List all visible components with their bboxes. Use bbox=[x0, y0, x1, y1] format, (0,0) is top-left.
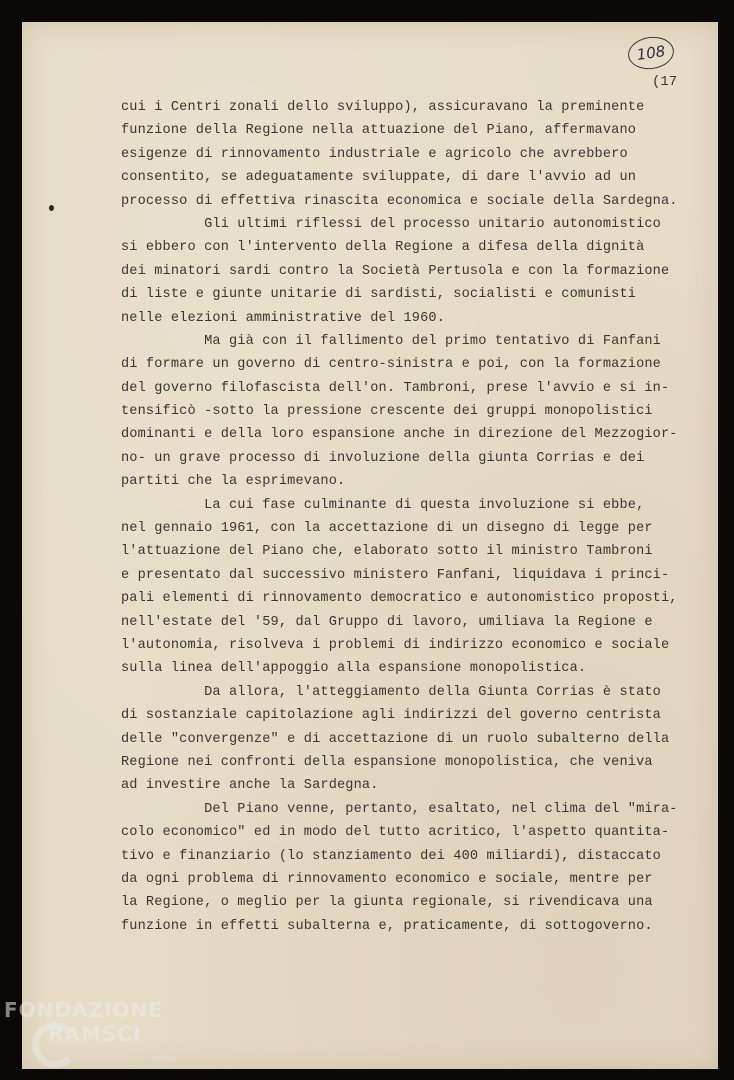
text-line: ad investire anche la Sardegna. bbox=[121, 778, 379, 794]
watermark-line-1: FONDAZIONE bbox=[4, 998, 163, 1022]
text-line: Gli ultimi riflessi del processo unitario autonomistico bbox=[121, 216, 661, 232]
text-line: di sostanziale capitolazione agli indirizzi del governo centrista bbox=[121, 708, 661, 724]
watermark-suffix: onlus bbox=[152, 1054, 177, 1064]
text-line: Ma già con il fallimento del primo tentativo di Fanfani bbox=[121, 333, 661, 349]
text-line: nell'estate del '59, dal Gruppo di lavoro, umiliava la Regione e bbox=[121, 614, 653, 630]
text-line: l'attuazione del Piano che, elaborato sotto il ministro Tambroni bbox=[121, 544, 653, 560]
margin-ink-dot bbox=[49, 205, 54, 211]
text-line: tivo e finanziario (lo stanziamento dei 400 miliardi), distaccato bbox=[121, 848, 661, 864]
text-line: la Regione, o meglio per la giunta regionale, si rivendicava una bbox=[121, 895, 653, 911]
text-line: colo economico" ed in modo del tutto acritico, l'aspetto quantita- bbox=[121, 825, 670, 841]
text-line: del governo filofascista dell'on. Tambroni, prese l'avvio e si in- bbox=[121, 380, 670, 396]
text-line: funzione in effetti subalterna e, praticamente, di sottogoverno. bbox=[121, 918, 653, 934]
text-line: La cui fase culminante di questa involuzione si ebbe, bbox=[121, 497, 645, 513]
text-line: pali elementi di rinnovamento democratico e autonomistico proposti, bbox=[121, 591, 678, 607]
text-line: nelle elezioni amministrative del 1960. bbox=[121, 310, 445, 326]
text-line: consentito, se adeguatamente sviluppate, di dare l'avvio ad un bbox=[121, 170, 637, 186]
text-line: Del Piano venne, pertanto, esaltato, nel clima del "mira- bbox=[121, 801, 678, 817]
folio-number: 108 bbox=[626, 34, 676, 72]
watermark-logo bbox=[4, 998, 177, 1064]
watermark-line-2: RAMSCI bbox=[48, 1022, 142, 1046]
typed-text-body bbox=[121, 96, 681, 938]
text-line: cui i Centri zonali dello sviluppo), assicuravano la preminente bbox=[121, 100, 645, 115]
text-line: di formare un governo di centro-sinistra e poi, con la formazione bbox=[121, 357, 661, 373]
text-line: si ebbero con l'intervento della Regione a difesa della dignità bbox=[121, 240, 645, 256]
watermark-g-icon bbox=[32, 1022, 78, 1068]
text-line: esigenze di rinnovamento industriale e agricolo che avrebbero bbox=[121, 146, 628, 162]
text-line: delle "convergenze" e di accettazione di un ruolo subalterno della bbox=[121, 731, 670, 747]
text-line: l'autonomia, risolveva i problemi di indirizzo economico e sociale bbox=[121, 637, 670, 653]
text-line: sulla linea dell'appoggio alla espansione monopolistica. bbox=[121, 661, 587, 677]
text-line: Da allora, l'atteggiamento della Giunta Corrias è stato bbox=[121, 684, 661, 700]
text-line: processo di effettiva rinascita economica e sociale della Sardegna. bbox=[121, 193, 678, 209]
text-line: funzione della Regione nella attuazione del Piano, affermavano bbox=[121, 123, 637, 139]
text-line: tensificò -sotto la pressione crescente dei gruppi monopolistici bbox=[121, 404, 653, 420]
text-line: Regione nei confronti della espansione monopolistica, che veniva bbox=[121, 754, 653, 770]
text-line: partiti che la esprimevano. bbox=[121, 474, 346, 490]
text-line: no- un grave processo di involuzione della giunta Corrias e dei bbox=[121, 450, 645, 466]
text-line: e presentato dal successivo ministero Fanfani, liquidava i princi- bbox=[121, 567, 670, 583]
text-line: dominanti e della loro espansione anche in direzione del Mezzogior- bbox=[121, 427, 678, 443]
text-line: di liste e giunte unitarie di sardisti, socialisti e comunisti bbox=[121, 287, 637, 303]
text-line: nel gennaio 1961, con la accettazione di un disegno di legge per bbox=[121, 521, 653, 537]
page-reference: (17 bbox=[652, 74, 678, 90]
text-line: dei minatori sardi contro la Società Pertusola e con la formazione bbox=[121, 263, 670, 279]
text-line: da ogni problema di rinnovamento economico e sociale, mentre per bbox=[121, 871, 653, 887]
